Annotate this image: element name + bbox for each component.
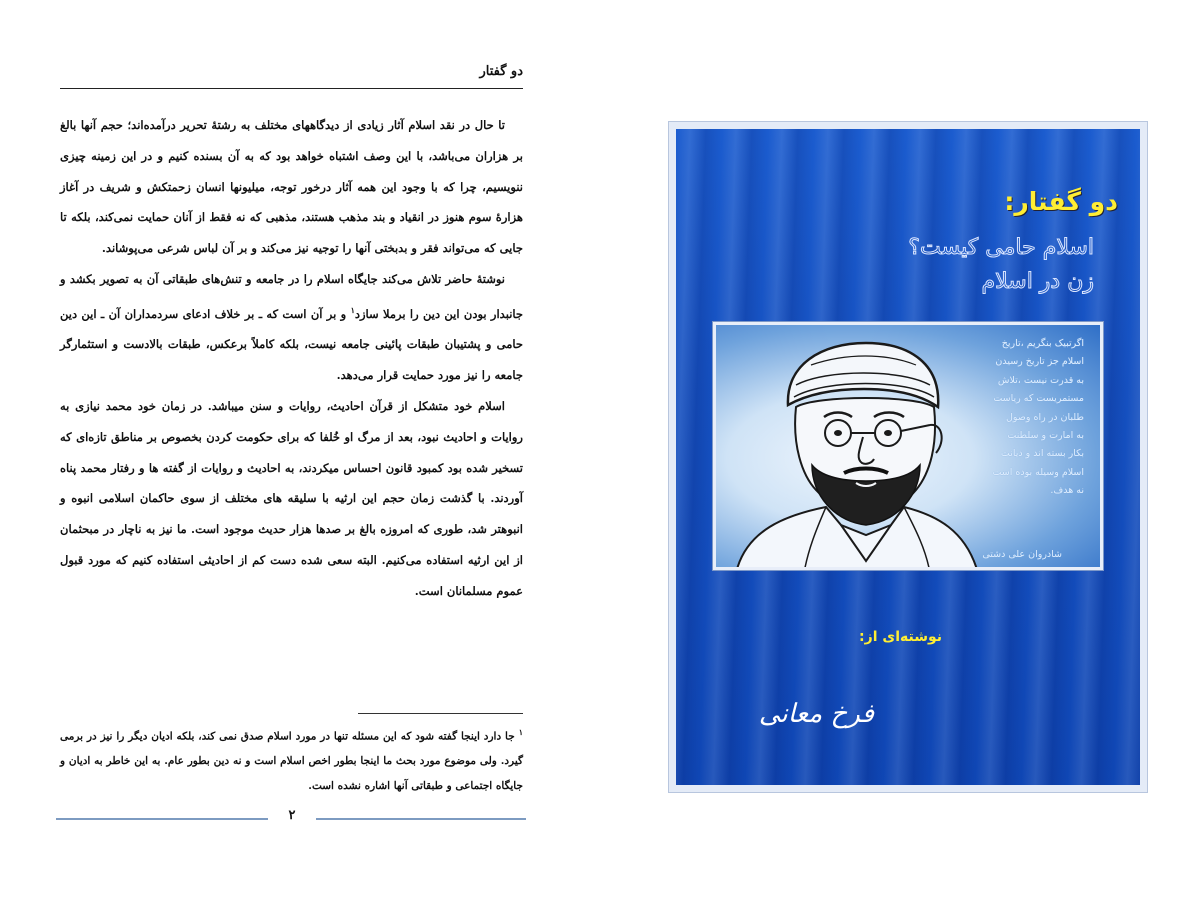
paragraph-3-text: اسلام خود متشکل از قرآن احادیث، روایات و سنن میباشد. در زمان خود محمد نیازی به روایات و احادیث نبود، بعد از مرگ او خُلفا که برای حکومت کردن بخصوص بر مناطق تازه‌ای که تسخیر شده بود کمبود قانون احساس میکردند، به احادیث و روایات از گفته ها و رفتار محمد پناه آوردند. با گذشت زمان حجم این ارثیه با سلیقه های مختلف از سوی حاکمان اسلامی انبوه و انبوهتر شد، طوری که امروزه بالغ بر صدها هزار حدیث موجود است. ما نیز به ناچار در مبحثمان از این ارثیه استفاده می‌کنیم. البته سعی شده دست کم از احادیثی استفاده کنیم که مورد قبول عموم مسلمانان است.	[60, 399, 524, 598]
running-header: دو گفتار	[479, 64, 523, 79]
paragraph-2-text-continued: و بر آن است که ـ بر خلاف ادعای سردمداران آن ـ این دین حامی و پشتیبان طبقات پائینی جامعه نیست، بلکه کاملاً برعکس، طبقات بالادست و استثمارگر جامعه را نیز مورد حمایت قرار می‌دهد.	[60, 306, 523, 383]
cover-background	[676, 129, 1140, 785]
quote-line: بکار بسته اند و دیانت	[1000, 448, 1084, 460]
written-by-label: نوشته‌ای از:	[859, 629, 942, 645]
footnote-text: جا دارد اینجا گفته شود که این مسئله تنها در مورد اسلام صدق نمی کند، بلکه ادیان دیگر را نیز در برمی گیرد. ولی موضوع مورد بحث ما اینجا بطور اخص اسلام است و نه دین بطور عام. به این خاطر به ادیان و جایگاه اجتماعی و طبقاتی آنها اشاره نشده است.	[60, 730, 523, 792]
cover-subtitle-1: اسلام حامی کیست؟	[908, 235, 1094, 260]
quote-line: به قدرت نیست ،تلاش	[997, 374, 1084, 386]
header-rule	[60, 88, 523, 89]
footnote-reference: ۱	[350, 304, 355, 315]
quote-line: مستمریست که ریاست	[993, 393, 1084, 405]
footer-rule-left	[56, 818, 268, 820]
paragraph-1-text: تا حال در نقد اسلام آثار زیادی از دیدگاههای مختلف به رشتهٔ تحریر درآمده‌اند؛ حجم آنها بالغ بر هزاران می‌باشد، با این وصف اشتباه خواهد بود که به آن بسنده کنیم و در این زمینه چیزی ننویسیم، چرا که با وجود این همه آثار درخور توجه، میلیونها انسان زحمتکش و شریف در آغاز هزارهٔ سوم هنوز در انقیاد و بند مذهب هستند، مذهبی که نه فقط از آنان حمایت نمی‌کند، بلکه تا جایی که می‌تواند فقر و بدبختی آنها را توجیه نیز می‌کند و بر آن لباس شرعی می‌پوشاند.	[60, 118, 523, 256]
footer-rule-right	[316, 818, 526, 820]
quote-line: به امارت و سلطنت	[1007, 430, 1084, 442]
page-number: ۲	[288, 808, 296, 823]
book-cover	[668, 121, 1148, 793]
quote-line: نه هدف.	[1050, 485, 1084, 497]
quote-line: اگرتبیک بنگریم ،تاریخ	[1001, 338, 1084, 349]
quote-text	[914, 335, 1084, 501]
quote-line: اسلام وسیله بوده است	[992, 466, 1084, 478]
cover-subtitle-2: زن در اسلام	[981, 269, 1094, 294]
quote-line: طلبان در راه وصول	[1006, 411, 1084, 423]
footnote-rule	[358, 713, 523, 714]
paragraph-2	[60, 264, 523, 391]
paragraph-2-text: نوشتهٔ حاضر تلاش می‌کند جایگاه اسلام را در جامعه و تنش‌های طبقاتی آن به تصویر بکشد و جانبدار بودن این دین را برملا سازد	[60, 271, 524, 321]
paragraph-3	[60, 391, 523, 607]
body-text	[60, 110, 523, 607]
footnote-mark: ۱	[518, 727, 523, 737]
cover-title: دو گفتار:	[1004, 187, 1118, 216]
paragraph-1	[60, 110, 523, 264]
footnote	[60, 720, 523, 798]
quote-line: اسلام جز تاریخ رسیدن	[995, 356, 1084, 368]
author-name: فرخ معانی	[758, 699, 874, 729]
quote-author: شادروان علی دشتی	[982, 549, 1062, 560]
portrait-panel	[713, 322, 1103, 570]
